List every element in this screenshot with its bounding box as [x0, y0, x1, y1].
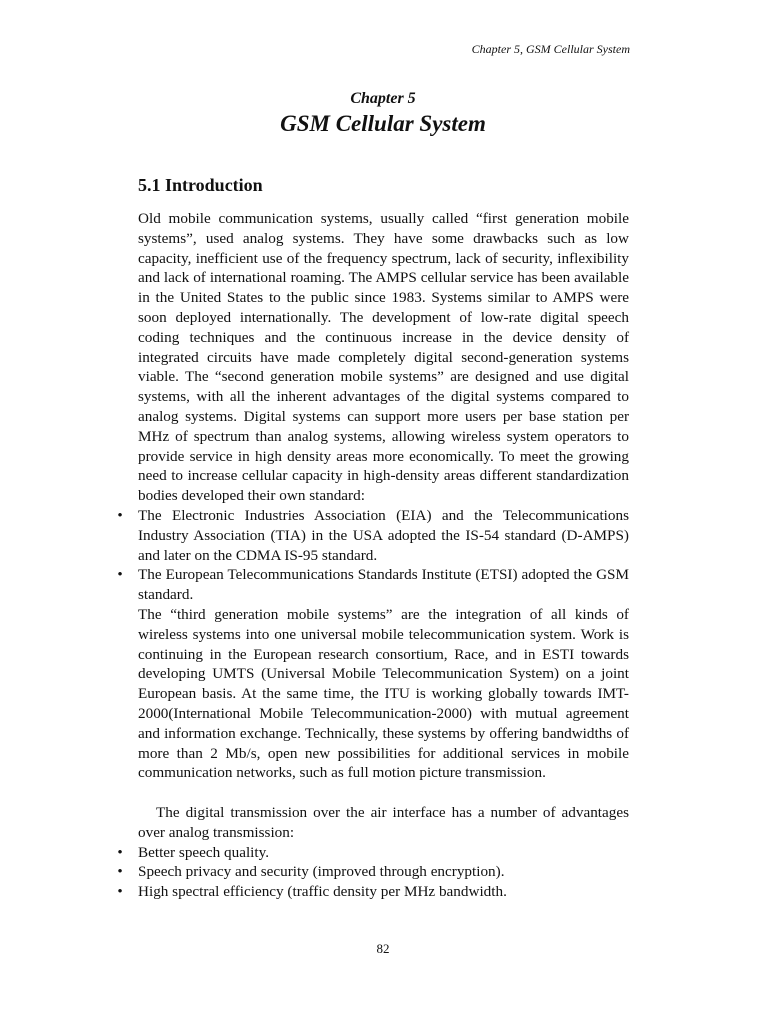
bullet-icon: •	[117, 506, 123, 524]
list-item	[117, 862, 629, 882]
running-header: Chapter 5, GSM Cellular System	[471, 42, 630, 56]
page-number: 82	[376, 941, 390, 956]
list-item-text: Speech privacy and security (improved through encryption).	[138, 863, 505, 881]
bullet-icon: •	[117, 883, 123, 901]
list-item	[117, 843, 629, 863]
list-item-text: Better speech quality.	[138, 843, 270, 861]
digital-transmission-paragraph: The digital transmission over the air interface has a number of advantages over analog transmission:	[138, 803, 629, 841]
list-item	[117, 565, 629, 605]
bullet-icon: •	[117, 863, 123, 881]
intro-paragraph: Old mobile communication systems, usually called “first generation mobile systems”, used analog systems. They have some drawbacks such as low capacity, inefficient use of the frequency spectrum, lack of security, inflexibility and lack of international roaming. The AMPS cellular service has been available in the United States to the public since 1983. Systems similar to AMPS were soon deployed internationally. The development of low-rate digital speech coding techniques and the continuous increase in the device density of integrated circuits have made completely digital second-generation systems viable. The “second generation mobile systems” are designed and use digital systems, with all the inherent advantages of the digital systems compared to analog systems. Digital systems can support more users per base station per MHz of spectrum than analog systems, allowing wireless system operators to provide service in high density areas more economically. To meet the growing need to increase cellular capacity in high-density areas different standardization bodies developed their own standard:	[138, 210, 629, 505]
paragraph-spacer	[138, 783, 629, 803]
list-item-text: The European Telecommunications Standards Institute (ETSI) adopted the GSM standard.	[138, 566, 629, 604]
section-heading: 5.1 Introduction	[138, 175, 263, 195]
chapter-label: Chapter 5	[350, 90, 416, 107]
chapter-title: GSM Cellular System	[280, 111, 486, 136]
page-body	[117, 209, 629, 902]
list-item	[117, 882, 629, 902]
list-item-text: High spectral efficiency (traffic density per MHz bandwidth.	[138, 883, 507, 901]
list-item	[117, 506, 629, 565]
third-generation-paragraph: The “third generation mobile systems” are the integration of all kinds of wireless systems into one universal mobile telecommunication system. Work is continuing in the European research consortium, Race, and in ESTI towards developing UMTS (Universal Mobile Telecommunication System) on a joint European basis. At the same time, the ITU is working globally towards IMT-2000(International Mobile Telecommunication-2000) with mutual agreement and information exchange. Technically, these systems by offering bandwidths of more than 2 Mb/s, open new possibilities for additional services in mobile communication networks, such as full motion picture transmission.	[138, 605, 629, 782]
advantages-bullet-list	[117, 843, 629, 902]
bullet-icon: •	[117, 843, 123, 861]
standards-bullet-list	[117, 506, 629, 605]
bullet-icon: •	[117, 566, 123, 584]
list-item-text: The Electronic Industries Association (EIA) and the Telecommunications Industry Association (TIA) in the USA adopted the IS-54 standard (D-AMPS) and later on the CDMA IS-95 standard.	[138, 506, 629, 564]
